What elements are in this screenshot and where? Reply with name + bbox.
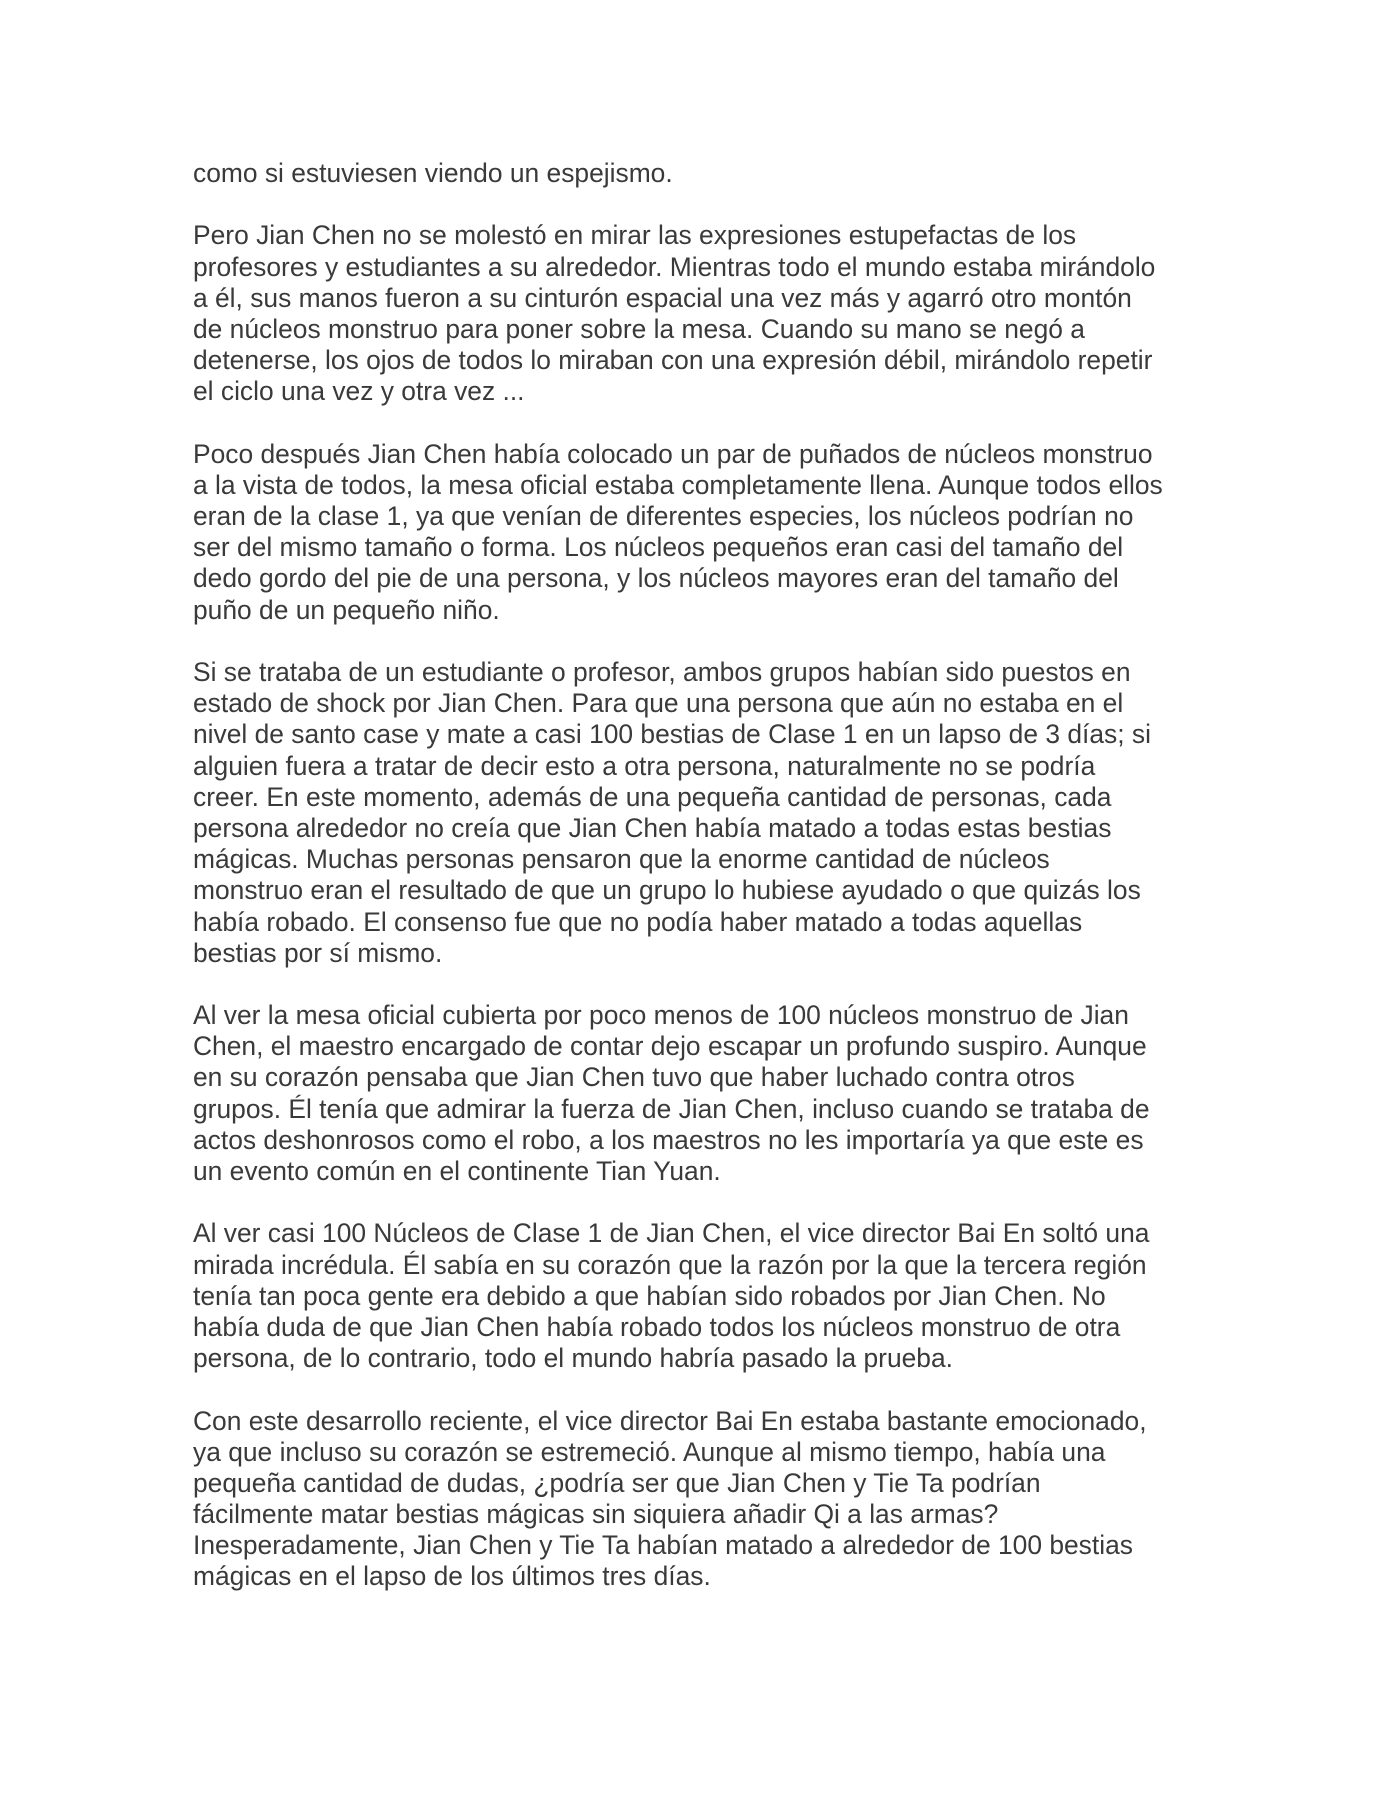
text-line: Pero Jian Chen no se molestó en mirar las expresiones estupefactas de los [193,220,1077,251]
text-line: persona, de lo contrario, todo el mundo habría pasado la prueba. [193,1343,953,1374]
text-line: mágicas en el lapso de los últimos tres días. [193,1561,711,1592]
text-line: actos deshonrosos como el robo, a los maestros no les importaría ya que este es [193,1124,1144,1155]
text-line: el ciclo una vez y otra vez ... [193,376,525,407]
paragraph-6 [193,1218,1213,1374]
document-page [193,158,1213,1624]
text-line: tenía tan poca gente era debido a que habían sido robados por Jian Chen. No [193,1280,1106,1311]
text-line: un evento común en el continente Tian Yuan. [193,1156,721,1186]
paragraph-4 [193,657,1213,969]
text-line: pequeña cantidad de dudas, ¿podría ser que Jian Chen y Tie Ta podrían [193,1467,1041,1498]
text-line: había duda de que Jian Chen había robado todos los núcleos monstruo de otra [193,1311,1121,1342]
text-line: bestias por sí mismo. [193,937,443,968]
text-line: había robado. El consenso fue que no podía haber matado a todas aquellas [193,906,1083,937]
text-line: mirada incrédula. Él sabía en su corazón que la razón por la que la tercera región [193,1249,1147,1280]
text-line: persona alrededor no creía que Jian Chen había matado a todas estas bestias [193,812,1112,843]
text-line: fácilmente matar bestias mágicas sin siquiera añadir Qi a las armas? [193,1499,999,1530]
text-line: detenerse, los ojos de todos lo miraban con una expresión débil, mirándolo repetir [193,345,1153,376]
text-line: como si estuviesen viendo un espejismo. [193,158,673,188]
text-line: Poco después Jian Chen había colocado un par de puñados de núcleos monstruo [193,438,1153,469]
paragraph-1 [193,158,1213,189]
text-line: a él, sus manos fueron a su cinturón espacial una vez más y agarró otro montón [193,282,1132,313]
text-line: Si se trataba de un estudiante o profesor, ambos grupos habían sido puestos en [193,657,1131,687]
text-line: nivel de santo case y mate a casi 100 bestias de Clase 1 en un lapso de 3 días; si [193,719,1151,750]
text-line: ser del mismo tamaño o forma. Los núcleos pequeños eran casi del tamaño del [193,532,1124,563]
text-line: en su corazón pensaba que Jian Chen tuvo que haber luchado contra otros [193,1062,1075,1093]
paragraph-7 [193,1406,1213,1593]
text-line: monstruo eran el resultado de que un grupo lo hubiese ayudado o que quizás los [193,875,1141,906]
text-line: ya que incluso su corazón se estremeció. Aunque al mismo tiempo, había una [193,1436,1106,1467]
text-line: estado de shock por Jian Chen. Para que una persona que aún no estaba en el [193,688,1124,719]
text-line: eran de la clase 1, ya que venían de diferentes especies, los núcleos podrían no [193,501,1134,532]
paragraph-3 [193,439,1213,626]
paragraph-2 [193,220,1213,407]
text-line: alguien fuera a tratar de decir esto a otra persona, naturalmente no se podría [193,750,1096,781]
text-line: Chen, el maestro encargado de contar dejo escapar un profundo suspiro. Aunque [193,1031,1147,1062]
text-line: a la vista de todos, la mesa oficial estaba completamente llena. Aunque todos ellos [193,469,1163,500]
text-line: dedo gordo del pie de una persona, y los núcleos mayores eran del tamaño del [193,563,1119,594]
text-line: Al ver la mesa oficial cubierta por poco menos de 100 núcleos monstruo de Jian [193,1000,1129,1031]
text-line: profesores y estudiantes a su alrededor. Mientras todo el mundo estaba mirándolo [193,251,1156,282]
text-line: mágicas. Muchas personas pensaron que la enorme cantidad de núcleos [193,844,1050,875]
text-line: creer. En este momento, además de una pequeña cantidad de personas, cada [193,781,1112,812]
paragraph-5 [193,1000,1213,1187]
text-line: Con este desarrollo reciente, el vice director Bai En estaba bastante emocionado, [193,1405,1147,1436]
text-line: Inesperadamente, Jian Chen y Tie Ta habían matado a alrededor de 100 bestias [193,1530,1133,1561]
text-line: Al ver casi 100 Núcleos de Clase 1 de Jian Chen, el vice director Bai En soltó una [193,1218,1150,1249]
text-line: grupos. Él tenía que admirar la fuerza de Jian Chen, incluso cuando se trataba de [193,1093,1150,1124]
text-line: de núcleos monstruo para poner sobre la mesa. Cuando su mano se negó a [193,313,1085,344]
text-line: puño de un pequeño niño. [193,594,500,625]
